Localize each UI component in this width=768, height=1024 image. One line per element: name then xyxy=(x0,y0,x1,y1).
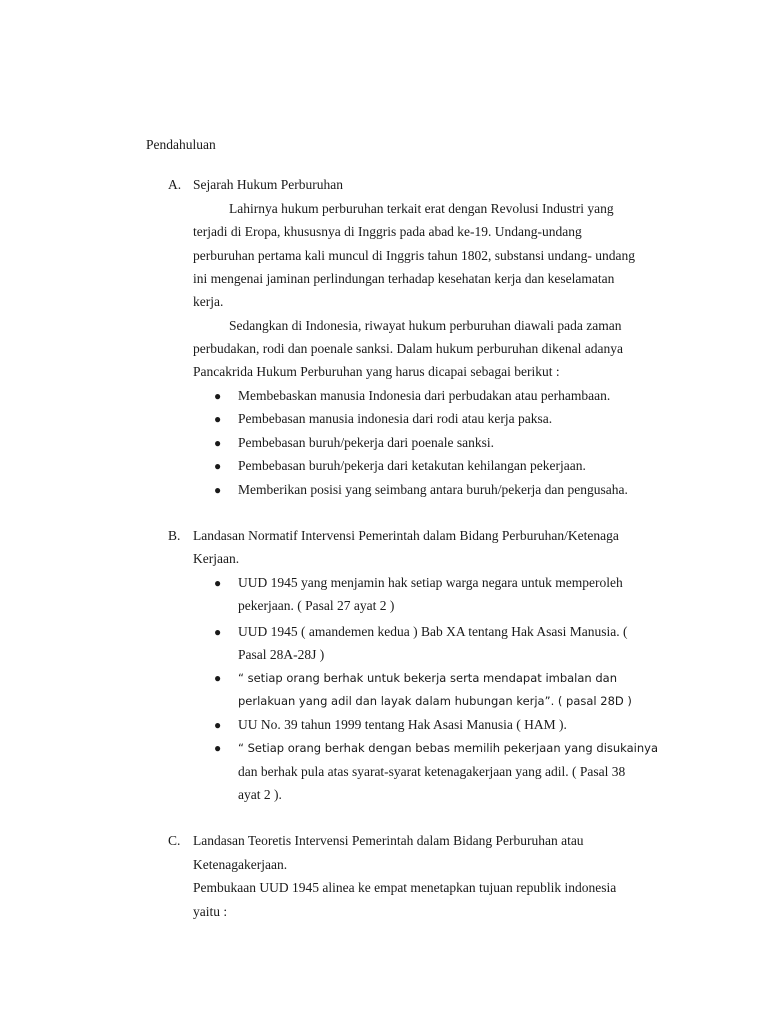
list-item-text: Pembebasan buruh/pekerja dari ketakutan kehilangan pekerjaan. xyxy=(238,458,586,473)
paragraph-line: Pancakrida Hukum Perburuhan yang harus dicapai sebagai berikut : xyxy=(193,364,560,379)
list-item-text: “ setiap orang berhak untuk bekerja serta mendapat imbalan dan xyxy=(238,671,618,685)
bullet-icon: ● xyxy=(214,389,222,403)
paragraph-line: Lahirnya hukum perburuhan terkait erat dengan Revolusi Industri yang xyxy=(229,201,614,216)
section-a-letter: A. xyxy=(168,177,182,192)
paragraph-line: kerja. xyxy=(193,294,224,309)
section-b-heading xyxy=(168,524,619,548)
list-item-text: “ Setiap orang berhak dengan bebas memilih pekerjaan yang disukainya xyxy=(238,741,659,755)
bullet-icon: ● xyxy=(214,718,222,732)
section-c-letter: C. xyxy=(168,833,181,848)
list-item-text: UUD 1945 yang menjamin hak setiap warga negara untuk memperoleh xyxy=(238,575,623,590)
list-item-text: UUD 1945 ( amandemen kedua ) Bab XA tentang Hak Asasi Manusia. ( xyxy=(238,624,628,639)
paragraph-line: Pembukaan UUD 1945 alinea ke empat menetapkan tujuan republik indonesia xyxy=(193,880,617,895)
section-b-title: Landasan Normatif Intervensi Pemerintah dalam Bidang Perburuhan/Ketenaga xyxy=(193,528,619,543)
list-item-text: dan berhak pula atas syarat-syarat ketenagakerjaan yang adil. ( Pasal 38 xyxy=(238,764,626,779)
paragraph-line: Sedangkan di Indonesia, riwayat hukum perburuhan diawali pada zaman xyxy=(229,318,622,333)
section-a-heading xyxy=(168,173,343,197)
section-b-letter: B. xyxy=(168,528,181,543)
bullet-icon: ● xyxy=(214,671,222,685)
bullet-icon: ● xyxy=(214,459,222,473)
paragraph-line: perburuhan pertama kali muncul di Inggris tahun 1802, substansi undang- undang xyxy=(193,248,636,263)
list-item-text: Memberikan posisi yang seimbang antara buruh/pekerja dan pengusaha. xyxy=(238,482,628,497)
section-a-title: Sejarah Hukum Perburuhan xyxy=(193,177,343,192)
paragraph-line: terjadi di Eropa, khususnya di Inggris pada abad ke-19. Undang-undang xyxy=(193,224,582,239)
list-item-text: Pembebasan buruh/pekerja dari poenale sanksi. xyxy=(238,435,495,450)
bullet-icon: ● xyxy=(214,483,222,497)
bullet-icon: ● xyxy=(214,625,222,639)
paragraph-line: ini mengenai jaminan perlindungan terhadap kesehatan kerja dan keselamatan xyxy=(193,271,615,286)
section-b-title-cont: Kerjaan. xyxy=(193,551,240,566)
section-c-heading xyxy=(168,829,584,853)
section-c-title: Landasan Teoretis Intervensi Pemerintah dalam Bidang Perburuhan atau xyxy=(193,833,584,848)
section-c-title-cont: Ketenagakerjaan. xyxy=(193,857,288,872)
paragraph-line: perbudakan, rodi dan poenale sanksi. Dalam hukum perburuhan dikenal adanya xyxy=(193,341,623,356)
list-item-text: Pembebasan manusia indonesia dari rodi atau kerja paksa. xyxy=(238,411,553,426)
bullet-icon: ● xyxy=(214,436,222,450)
bullet-icon: ● xyxy=(214,576,222,590)
list-item-text: pekerjaan. ( Pasal 27 ayat 2 ) xyxy=(238,598,395,613)
page-title: Pendahuluan xyxy=(146,137,216,152)
paragraph-line: yaitu : xyxy=(193,904,228,919)
bullet-icon: ● xyxy=(214,741,222,755)
list-item-text: UU No. 39 tahun 1999 tentang Hak Asasi Manusia ( HAM ). xyxy=(238,717,567,732)
list-item-text: perlakuan yang adil dan layak dalam hubungan kerja”. ( pasal 28D ) xyxy=(238,694,632,708)
list-item-text: ayat 2 ). xyxy=(238,787,282,802)
bullet-icon: ● xyxy=(214,412,222,426)
list-item-text: Pasal 28A-28J ) xyxy=(238,647,325,662)
list-item-text: Membebaskan manusia Indonesia dari perbudakan atau perhambaan. xyxy=(238,388,611,403)
